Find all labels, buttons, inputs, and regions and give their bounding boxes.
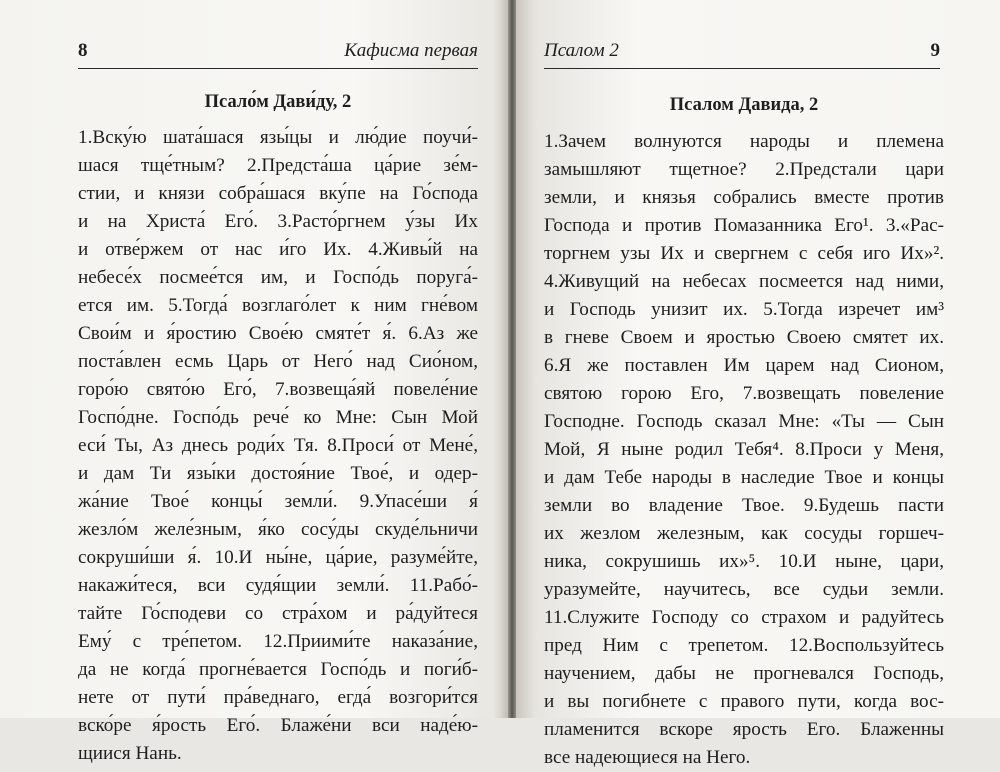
left-text-line: горо́ю свято́ю Его́, 7.возвеща́яй повеле́ние [78, 379, 478, 400]
right-text-line: все надеющиеся на Него. [544, 747, 751, 768]
right-text-line: 1.Зачем волнуются народы и племена [544, 131, 944, 152]
right-text-line: торгнем узы Их и свергнем с себя иго Их»². [544, 243, 944, 264]
right-text-line: пламенится вскоре ярость Его. Блаженны [544, 719, 944, 740]
right-text-line: и Господь унизит их. 5.Тогда изречет им³ [544, 299, 944, 320]
left-text-line: и дам Ти язы́ки достоя́ние Твое́, и одер- [78, 463, 478, 484]
right-text-line: уразумейте, научитесь, все судьи земли. [544, 579, 944, 600]
left-page-edge-shadow [500, 0, 508, 718]
left-text-line: ется им. 5.Тогда́ возглаго́лет к ним гне́вом [78, 295, 478, 316]
left-text-line: да не когда́ прогне́вается Госпо́дь и поги́б- [78, 659, 478, 680]
right-text-line: 4.Живущий на небесах посмеется над ними, [544, 271, 944, 292]
right-text-line: замышляют тщетное? 2.Предстали цари [544, 159, 944, 180]
right-page [516, 0, 1000, 768]
left-text-line: 1.Вску́ю шата́шася язы́цы и лю́дие поучи́- [78, 127, 478, 148]
right-text-line: ника, сокрушишь их»⁵. 10.И ныне, цари, [544, 551, 944, 572]
left-text-line: вско́ре я́рость Его́. Блаже́ни вси наде́ю- [78, 715, 478, 736]
left-text-line: поста́влен есмь Царь от Него́ над Сио́ном, [78, 351, 478, 372]
right-text-line: 11.Служите Господу со страхом и радуйтесь [544, 607, 944, 628]
left-text-line: Ему́ с тре́петом. 12.Приими́те наказа́ние, [78, 631, 478, 652]
right-text-line: земли, и князья собрались вместе против [544, 187, 944, 208]
left-running-head [78, 40, 478, 69]
right-text-line: земли во владение Твое. 9.Будешь пасти [544, 495, 944, 516]
right-running-head [544, 40, 940, 69]
left-text-line: накажи́теся, вси судя́щии земли́. 11.Рабо́- [78, 575, 478, 596]
left-running-title: Кафисма первая [344, 40, 478, 61]
right-text-line: их жезлом железным, как сосуды горшеч- [544, 523, 944, 544]
left-text-line: еси́ Ты, Аз днесь роди́х Тя. 8.Проси́ от Мене́, [78, 435, 478, 456]
right-text-line: Мой, Я ныне родил Тебя⁴. 8.Проси у Меня, [544, 439, 944, 460]
right-text-line: пред Ним с трепетом. 12.Воспользуйтесь [544, 635, 944, 656]
left-text-line: тайте Го́сподеви со стра́хом и ра́дуйтеся [78, 603, 478, 624]
left-text-line: жа́ние Твое́ концы́ земли́. 9.Упасе́ши я́ [78, 491, 478, 512]
left-text-line: Госпо́дне. Госпо́дь рече́ ко Мне: Сын Мой [78, 407, 478, 428]
book-gutter [508, 0, 516, 718]
left-text-line: и отве́ржем от нас и́го Их. 4.Живы́й на [78, 239, 478, 260]
right-running-title: Псалом 2 [544, 40, 619, 61]
right-text-line: научением, дабы не прогневался Господь, [544, 663, 944, 684]
right-psalm-title: Псалом Давида, 2 [669, 95, 819, 115]
left-text-line: щиися Нань. [78, 743, 182, 764]
left-text-line: сокруши́ши я́. 10.И ны́не, ца́рие, разуме́йте, [78, 547, 478, 568]
right-text-line: и вы погибнете с правого пути, когда вос- [544, 691, 944, 712]
right-page-number: 9 [930, 40, 940, 61]
right-psalm-text [544, 128, 944, 772]
right-text-line: 6.Я же поставлен Им царем над Сионом, [544, 355, 944, 376]
left-page-number: 8 [78, 40, 88, 61]
right-text-line: святою горою Его, 7.возвещать повеление [544, 383, 944, 404]
right-text-line: и дам Тебе народы в наследие Твое и концы [544, 467, 944, 488]
right-text-line: Господа и против Помазанника Его¹. 3.«Рас- [544, 215, 944, 236]
right-text-line: Господне. Господь сказал Мне: «Ты — Сын [544, 411, 944, 432]
right-text-line: в гневе Своем и яростью Своею смятет их. [544, 327, 944, 348]
left-text-line: Свои́м и я́ростию Свое́ю смяте́т я́. 6.Аз же [78, 323, 478, 344]
left-text-line: жезло́м желе́зным, я́ко сосу́ды скуде́льничи [78, 519, 478, 540]
left-text-line: шася тще́тным? 2.Предста́ша ца́рие зе́м- [78, 155, 478, 176]
left-psalm-title: Псало́м Дави́ду, 2 [204, 92, 352, 112]
left-text-line: стии, и князи собра́шася вку́пе на Го́спода [78, 183, 478, 204]
left-text-line: и на Христа́ Его́. 3.Расто́ргнем у́зы Их [78, 211, 478, 232]
left-psalm-text [78, 124, 478, 768]
left-text-line: нете от пути́ пра́веднаго, егда́ возгори́тся [78, 687, 478, 708]
left-text-line: небесе́х посмее́тся им, и Госпо́дь поруга́- [78, 267, 478, 288]
